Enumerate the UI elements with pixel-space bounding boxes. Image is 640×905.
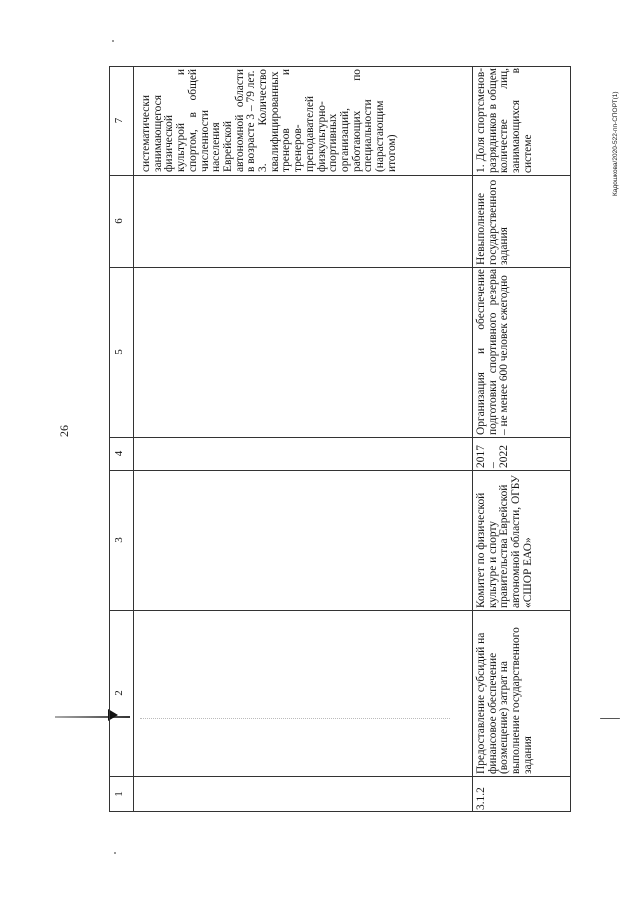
responsible-executor: Комитет по физической культуре и спорту правительства Еврейской автономной области, ОГБУ «СШОР ЕАО» — [475, 475, 534, 608]
implementation-years: 2017 – 2022 — [475, 445, 511, 468]
expected-result: Организация и обеспечение подготовки спортивного резерва – не менее 600 человек ежегодно — [475, 269, 511, 435]
header-col-7: 7 — [113, 117, 125, 124]
document-id: Кадошкова/2020-522-пп-СПОРТ(1) — [612, 91, 619, 196]
measure-name: Предоставление субсидий на финансовое обеспечение (возмещение) затрат на выполнение государственного задания — [475, 627, 534, 774]
target-indicator: 1. Доля спортсменов-разрядников в общем количестве лиц, занимающихся в системе — [475, 68, 534, 173]
scan-dot — [600, 718, 620, 719]
row-divider — [472, 66, 473, 812]
header-divider — [133, 66, 134, 812]
header-col-3: 3 — [113, 537, 125, 543]
header-col-5: 5 — [113, 349, 125, 355]
header-col-4: 4 — [113, 450, 125, 457]
scan-dot — [112, 40, 114, 42]
header-col-6: 6 — [113, 218, 125, 224]
column-divider-3-4 — [109, 470, 571, 471]
page-number: 26 — [57, 425, 71, 437]
indicator-continuation: систематически занимающегося физической культурой и спортом, в общей численности населения Еврейской автономной области в возрасте 3 – 79 лет. 3. Количество квалифицированных тренеров и тренеров-преподавателей физкультурно-спортивных организаций, работающих по специальности (нарастающим итогом) — [140, 69, 398, 172]
scan-dot — [114, 852, 116, 854]
column-divider-2-3 — [109, 610, 571, 611]
row-number: 3.1.2 — [475, 787, 487, 810]
column-divider-5-6 — [109, 267, 571, 268]
header-col-1: 1 — [113, 791, 125, 797]
header-col-2: 2 — [113, 690, 125, 696]
non-implementation-consequences: Невыполнение государственного задания — [475, 179, 511, 265]
